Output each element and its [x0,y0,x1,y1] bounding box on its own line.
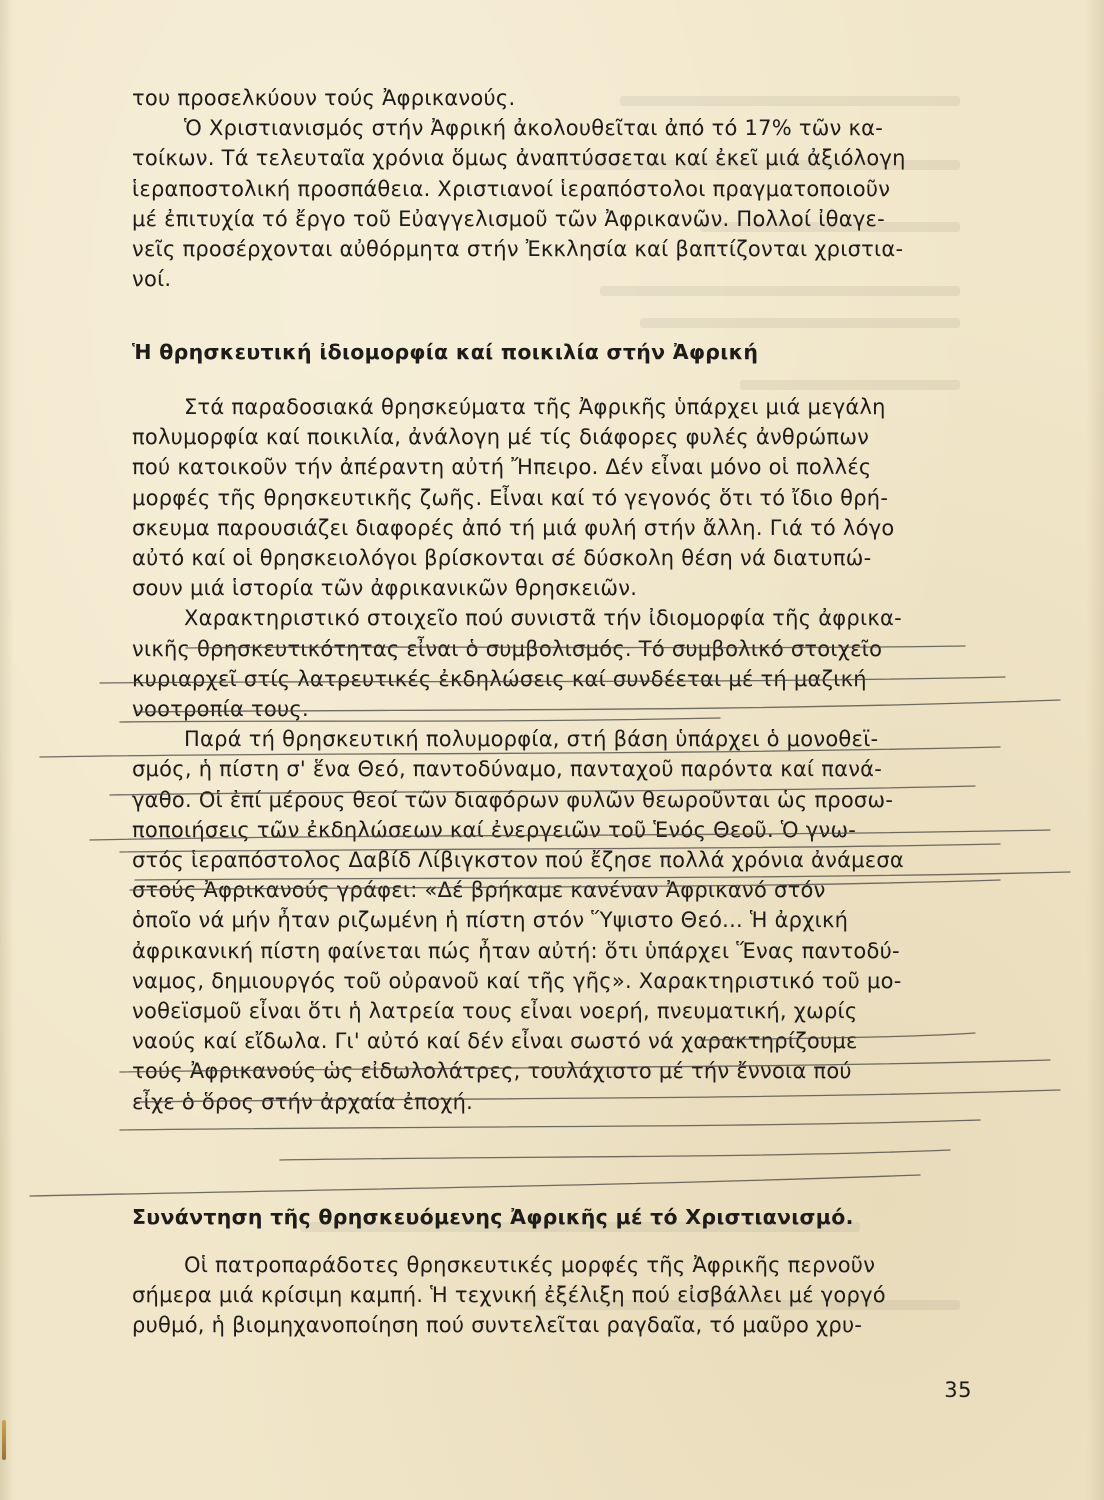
intro-paragraph-1: του προσελκύουν τούς Ἀφρικανούς. [132,86,516,110]
page-edge-mark [2,1420,6,1460]
pencil-underline [30,1175,920,1196]
intro-paragraph-2: Ὁ Χριστιανισμός στήν Ἀφρική ἀκολουθεῖται ἀπό τό 17% τῶν κα- τοίκων. Τά τελευταῖα χρόνια ὅμως ἀναπτύσσεται καί ἐκεῖ μιά ἀξιόλογη ἱεραποστολική προσπάθεια. Χριστιανοί ἱεραπόστολοι πραγματοποιοῦν μέ ἐπιτυχία τό ἔργο τοῦ Εὐαγγελισμοῦ τῶν Ἀφρικανῶν. Πολλοί ἰθαγε- νεῖς προσέρχονται αὐθόρμητα στήν Ἐκκλησία καί βαπτίζονται χριστια- νοί. [132,116,906,292]
section-heading-religious-diversity: Ἡ θρησκευτική ἰδιομορφία καί ποικιλία στήν Ἀφρική [132,340,759,364]
pencil-underline [280,1150,950,1160]
section-1-text [132,392,974,1117]
section-1-paragraph-2: Χαρακτηριστικό στοιχεῖο πού συνιστᾶ τήν ἰδιομορφία τῆς ἀφρικα- νικῆς θρησκευτικότητας εἶναι ὁ συμβολισμός. Τό συμβολικό στοιχεῖο κυριαρχεῖ στίς λατρευτικές ἐκδηλώσεις καί συνδέεται μέ τή μαζική νοοτροπία τους. [132,606,902,722]
section-2-text [132,1250,974,1341]
pencil-underline [120,1120,980,1130]
section-1-paragraph-3: Παρά τή θρησκευτική πολυμορφία, στή βάση ὑπάρχει ὁ μονοθεϊ- σμός, ἡ πίστη σ' ἕνα Θεό, παντοδύναμο, πανταχοῦ παρόντα καί πανά- γαθο. Οἱ ἐπί μέρους θεοί τῶν διαφόρων φυλῶν θεωροῦνται ὡς προσω- ποποιήσεις τῶν ἐκδηλώσεων καί ἐνεργειῶν τοῦ Ἑνός Θεοῦ. Ὁ γνω- στός ἱεραπόστολος Δαβίδ Λίβιγκστον πού ἔζησε πολλά χρόνια ἀνάμεσα στούς Ἀφρικανούς γράφει: «Δέ βρήκαμε κανέναν Ἀφρικανό στόν ὁποῖο νά μήν ἦταν ριζωμένη ἡ πίστη στόν Ὕψιστο Θεό... Ἡ ἀρχική ἀφρικανική πίστη φαίνεται πώς ἦταν αὐτή: ὅτι ὑπάρχει Ἕνας παντοδύ- ναμος, δημιουργός τοῦ οὐρανοῦ καί τῆς γῆς». Χαρακτηριστικό τοῦ μο- νοθεϊσμοῦ εἶναι ὅτι ἡ λατρεία τους εἶναι νοερή, πνευματική, χωρίς ναούς καί εἴδωλα. Γι' αὐτό καί δέν εἶναι σωστό νά χαρακτηρίζουμε τούς Ἀφρικανούς ὡς εἰδωλολάτρες, τουλάχιστο μέ τήν ἔννοια πού εἶχε ὁ ὅρος στήν ἀρχαία ἐποχή. [132,727,905,1114]
section-2-paragraph-1: Οἱ πατροπαράδοτες θρησκευτικές μορφές τῆς Ἀφρικῆς περνοῦν σήμερα μιά κρίσιμη καμπή. Ἡ τεχνική ἐξέλιξη πού εἰσβάλλει μέ γοργό ρυθμό, ἡ βιομηχανοποίηση πού συντελεῖται ραγδαῖα, τό μαῦρο χρυ- [132,1253,886,1338]
intro-text [132,83,974,294]
page-number: 35 [944,1378,972,1402]
section-heading-encounter-christianity: Συνάντηση τῆς θρησκευόμενης Ἀφρικῆς μέ τό Χριστιανισμό. [132,1205,854,1229]
section-1-paragraph-1: Στά παραδοσιακά θρησκεύματα τῆς Ἀφρικῆς ὑπάρχει μιά μεγάλη πολυμορφία καί ποικιλία, ἀνάλογη μέ τίς διάφορες φυλές ἀνθρώπων πού κατοικοῦν τήν ἀπέραντη αὐτή Ἤπειρο. Δέν εἶναι μόνο οἱ πολλές μορφές τῆς θρησκευτικῆς ζωῆς. Εἶναι καί τό γεγονός ὅτι τό ἴδιο θρή- σκευμα παρουσιάζει διαφορές ἀπό τή μιά φυλή στήν ἄλλη. Γιά τό λόγο αὐτό καί οἱ θρησκειολόγοι βρίσκονται σέ δύσκολη θέση νά διατυπώ- σουν μιά ἱστορία τῶν ἀφρικανικῶν θρησκειῶν. [132,395,895,601]
